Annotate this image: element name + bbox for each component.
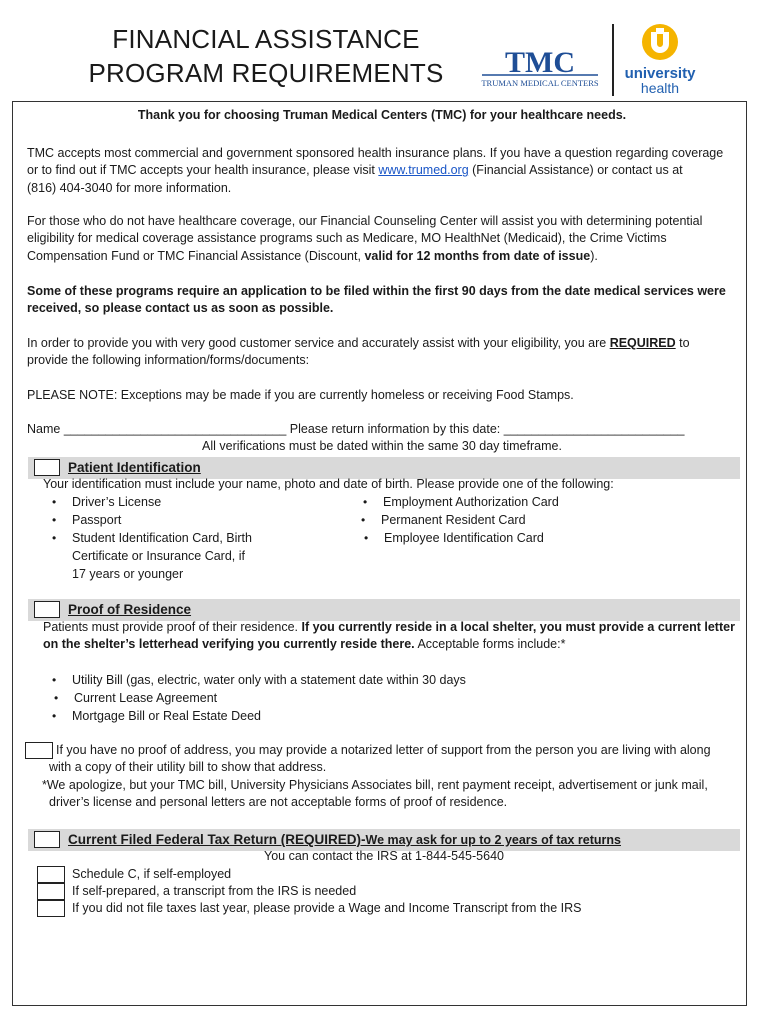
no-proof-checkbox[interactable] xyxy=(25,742,53,759)
residence-checkbox[interactable] xyxy=(34,601,60,618)
residence-desc-line-1: Patients must provide proof of their residence. If you currently reside in a local shelter, you must provide a current letter xyxy=(43,620,735,634)
please-note: PLEASE NOTE: Exceptions may be made if you are currently homeless or receiving Food Stamps. xyxy=(27,388,574,402)
logo-divider xyxy=(612,24,614,96)
tax-return-checkbox[interactable] xyxy=(34,831,60,848)
university-health-logo xyxy=(620,22,700,98)
residence-header xyxy=(28,599,740,621)
trumed-link[interactable]: www.trumed.org xyxy=(378,163,469,178)
no-proof-line-1: If you have no proof of address, you may provide a notarized letter of support from the person you are living with along xyxy=(56,743,711,757)
tax-return-label: Current Filed Federal Tax Return (REQUIRED)-We may ask for up to 2 years of tax returns xyxy=(68,832,621,847)
coverage-line-3: (816) 404-3040 for more information. xyxy=(27,180,232,195)
counseling-line-3: Compensation Fund or TMC Financial Assistance (Discount, valid for 12 months from date of issue). xyxy=(27,248,598,263)
patient-id-desc: Your identification must include your name, photo and date of birth. Please provide one of the following: xyxy=(43,477,614,491)
coverage-line-2: or to find out if TMC accepts your health insurance, please visit www.trumed.org (Financial Assistance) or contact us at xyxy=(27,163,683,178)
required-line-2: provide the following information/forms/documents: xyxy=(27,353,310,368)
tmc-logo-text: TMC xyxy=(505,46,575,79)
uh-logo-line-1: university xyxy=(624,65,696,82)
list-item: • Employment Authorization Card xyxy=(383,493,559,511)
counseling-line-2: eligibility for medical coverage assistance programs such as Medicare, MO HealthNet (Medicaid), the Crime Victims xyxy=(27,231,667,246)
tmc-logo-subtext: TRUMAN MEDICAL CENTERS xyxy=(481,78,599,88)
deadline-line-2: received, so please contact us as soon as possible. xyxy=(27,301,334,316)
list-item-continued: Certificate or Insurance Card, if xyxy=(72,549,245,563)
title-line-2: PROGRAM REQUIREMENTS xyxy=(88,58,444,88)
no-taxes-text: If you did not file taxes last year, please provide a Wage and Income Transcript from the IRS xyxy=(72,901,582,915)
list-item: • Employee Identification Card xyxy=(384,529,544,547)
residence-desc xyxy=(43,619,743,654)
schedule-c-checkbox[interactable] xyxy=(37,866,65,883)
thanks-line: Thank you for choosing Truman Medical Centers (TMC) for your healthcare needs. xyxy=(137,108,627,122)
list-item: • Utility Bill (gas, electric, water only with a statement date within 30 days xyxy=(72,671,466,689)
list-item: • Student Identification Card, Birth xyxy=(72,529,252,547)
apology-line-2: driver’s license and personal letters are not acceptable forms of proof of residence. xyxy=(49,795,508,809)
counseling-line-1: For those who do not have healthcare coverage, our Financial Counseling Center will assist you with determining potential xyxy=(27,214,703,228)
irs-contact: You can contact the IRS at 1-844-545-5640 xyxy=(264,849,504,863)
deadline-paragraph xyxy=(27,283,737,318)
apology-line-1: *We apologize, but your TMC bill, University Physicians Associates bill, rent payment receipt, advertisement or junk mail, xyxy=(42,778,708,792)
no-taxes-checkbox[interactable] xyxy=(37,900,65,917)
verifications-note: All verifications must be dated within the same 30 day timeframe. xyxy=(202,439,562,453)
transcript-checkbox[interactable] xyxy=(37,883,65,900)
coverage-line-1: TMC accepts most commercial and government sponsored health insurance plans. If you have a question regarding coverage xyxy=(27,146,724,160)
residence-desc-line-2: on the shelter’s letterhead verifying you currently reside there. Acceptable forms include:* xyxy=(43,637,566,652)
page-title xyxy=(86,22,446,90)
required-line-1: In order to provide you with very good customer service and accurately assist with your eligibility, you are REQUIRED to xyxy=(27,336,690,350)
name-date-line[interactable]: Name ________________________________ Please return information by this date: __________________________ xyxy=(27,422,685,436)
patient-id-label: Patient Identification xyxy=(68,460,201,475)
residence-label: Proof of Residence xyxy=(68,602,192,617)
no-proof-line-2: with a copy of their utility bill to show that address. xyxy=(49,760,327,774)
uh-logo-line-2: health xyxy=(640,80,680,96)
title-line-1: FINANCIAL ASSISTANCE xyxy=(112,24,420,54)
patient-id-checkbox[interactable] xyxy=(34,459,60,476)
deadline-line-1: Some of these programs require an application to be filed within the first 90 days from the date medical services were xyxy=(27,284,726,298)
counseling-paragraph xyxy=(27,213,737,265)
list-item-continued: 17 years or younger xyxy=(72,567,184,581)
list-item: • Driver’s License xyxy=(72,493,161,511)
transcript-text: If self-prepared, a transcript from the IRS is needed xyxy=(72,884,357,898)
list-item: • Passport xyxy=(72,511,121,529)
schedule-c-text: Schedule C, if self-employed xyxy=(72,867,232,881)
list-item: • Mortgage Bill or Real Estate Deed xyxy=(72,707,261,725)
coverage-paragraph xyxy=(27,145,737,197)
required-paragraph xyxy=(27,335,737,370)
tmc-logo xyxy=(480,44,600,90)
list-item: • Permanent Resident Card xyxy=(381,511,526,529)
list-item: • Current Lease Agreement xyxy=(74,689,217,707)
